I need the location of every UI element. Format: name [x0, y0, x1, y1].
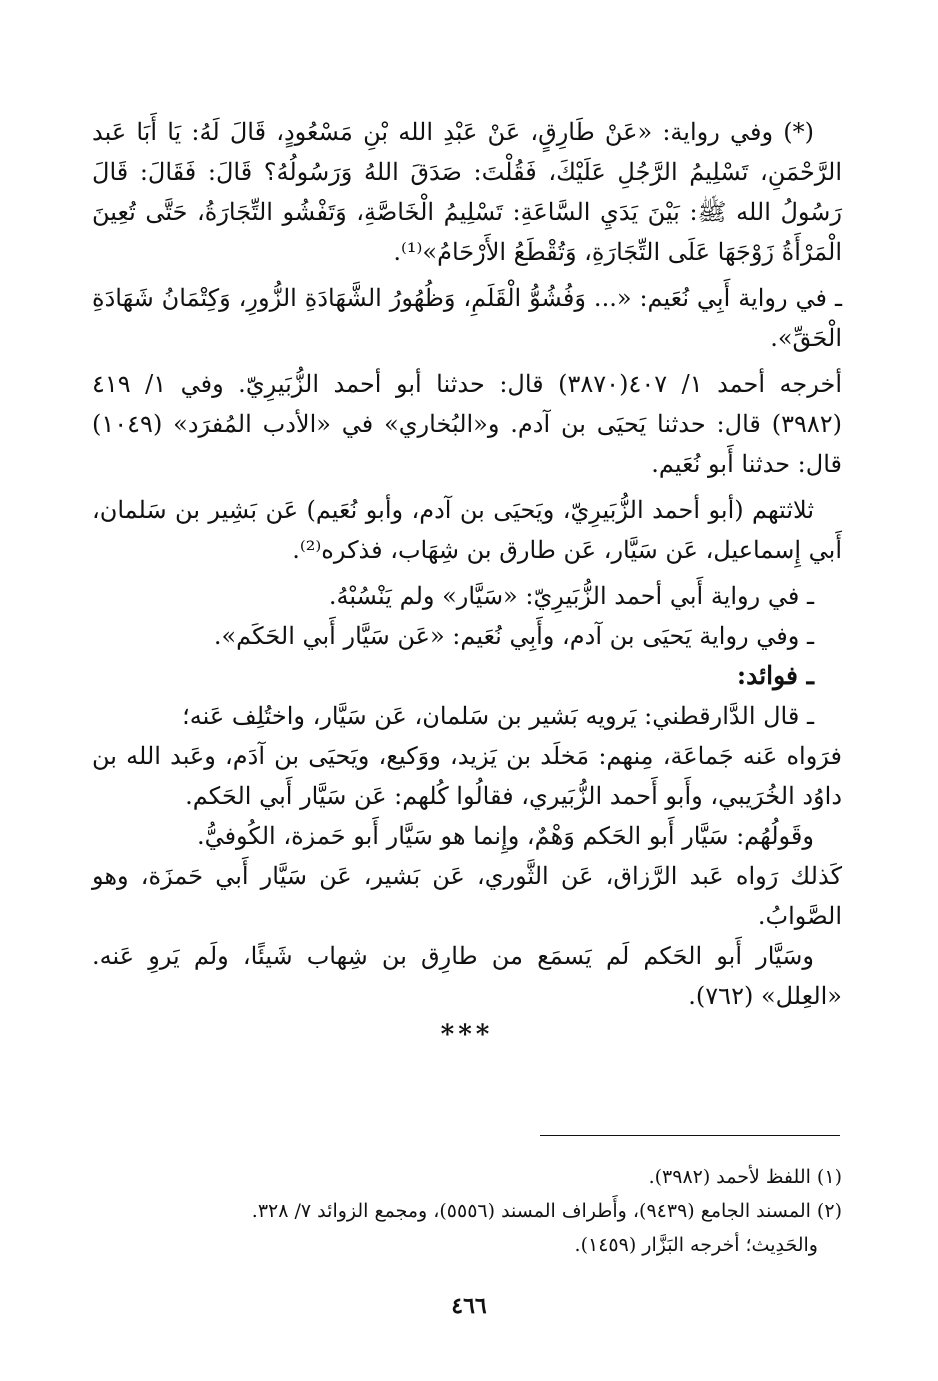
- paragraph-takhrij: أخرجه أحمد ١/ ٤٠٧(٣٨٧٠) قال: حدثنا أبو أحمد الزُّبَيرِيّ. وفي ١/ ٤١٩ (٣٩٨٢) قال: حدثنا يَحيَى بن آدم. و«البُخاري» في «الأدب المُفرَد» (١٠٤٩) قال: حدثنا أَبو نُعَيم.: [92, 370, 843, 478]
- footnote-divider: [540, 1135, 840, 1136]
- paragraph-daraqutni: ـ قال الدَّارقطني: يَرويه بَشير بن سَلمان، عَن سَيَّار، واختُلِف عَنه؛: [182, 702, 814, 730]
- paragraph-narration: (*) وفي رواية: «عَنْ طَارِقٍ، عَنْ عَبْدِ الله بْنِ مَسْعُودٍ، قَالَ لَهُ: يَا أَبَا عَبد الرَّحْمَنِ، تَسْلِيمُ الرَّجُلِ عَلَيْكَ، فَقُلْتَ: صَدَقَ اللهُ وَرَسُولُهُ؟ قَالَ: فَقَالَ: قَالَ رَسُولُ الله ﷺ: بَيْنَ يَدَيِ السَّاعَةِ: تَسْلِيمُ الْخَاصَّةِ، وَتَفْشُو التِّجَارَةُ، حَتَّى تُعِينَ الْمَرْأَةُ زَوْجَهَا عَلَى التِّجَارَةِ، وَتُقْطَعُ الأَرْحَامُ»⁽¹⁾.: [92, 118, 842, 266]
- footnote-2-continuation: والحَدِيث؛ أخرجه البَزَّار (١٤٥٩).: [574, 1234, 818, 1256]
- footnote-1: (١) اللفظ لأحمد (٣٩٨٢).: [648, 1166, 842, 1188]
- paragraph-narrators: فرَواه عَنه جَماعَة، مِنهم: مَخلَد بن يَزيد، ووَكيع، ويَحيَى بن آدَم، وعَبد الله بن داوُد الخُرَيبي، وأَبو أَحمد الزُّبَيري، فقالُوا كُلهم: عَن سَيَّار أَبي الحَكم.: [92, 742, 842, 810]
- footnote-2: (٢) المسند الجامع (٩٤٣٩)، وأَطراف المسند (٥٥٥٦)، ومجمع الزوائد ٧/ ٣٢٨.: [251, 1200, 842, 1222]
- section-heading-fawaid: ـ فوائد:: [736, 661, 814, 690]
- paragraph-abdurrazzaq: كَذلك رَواه عَبد الرَّزاق، عَن الثَّوري، عَن بَشير، عَن سَيَّار أَبي حَمزَة، وهو الصَّوابُ.: [92, 862, 842, 930]
- paragraph-yahya-variant: ـ وفي رواية يَحيَى بن آدم، وأَبِي نُعَيم: «عَن سَيَّار أَبي الحَكَم».: [213, 622, 814, 650]
- paragraph-zubayri-variant: ـ في رواية أَبي أحمد الزُّبَيرِيّ: «سَيَّار» ولم يَنْسُبْهُ.: [328, 582, 814, 610]
- footnotes: [92, 1160, 842, 1262]
- section-separator-stars: ***: [440, 1020, 494, 1050]
- paragraph-wahm: وقَولُهُم: سَيَّار أَبو الحَكم وَهْمٌ، وإِنما هو سَيَّار أَبو حَمزة، الكُوفيُّ.: [196, 822, 814, 850]
- paragraph-abu-nuaym-variant: ـ في رواية أَبِي نُعَيم: «... وَفُشُوُّ الْقَلَمِ، وَظُهُورُ الشَّهَادَةِ الزُّورِ، وَكِتْمَانُ شَهَادَةِ الْحَقِّ».: [92, 284, 842, 352]
- paragraph-ilal: وسَيَّار أَبو الحَكم لَم يَسمَع من طارِق بن شِهاب شَيئًا، ولَم يَروِ عَنه. «العِلل» (٧٦٢).: [92, 942, 842, 1010]
- main-text: [92, 112, 842, 1052]
- page-number: ٤٦٦: [451, 1293, 487, 1319]
- paragraph-isnad: ثلاثتهم (أبو أحمد الزُّبَيرِيّ، ويَحيَى بن آدم، وأبو نُعَيم) عَن بَشِير بن سَلمان، أَبي إِسماعيل، عَن سَيَّار، عَن طارق بن شِهَاب، فذكره⁽²⁾.: [92, 496, 842, 564]
